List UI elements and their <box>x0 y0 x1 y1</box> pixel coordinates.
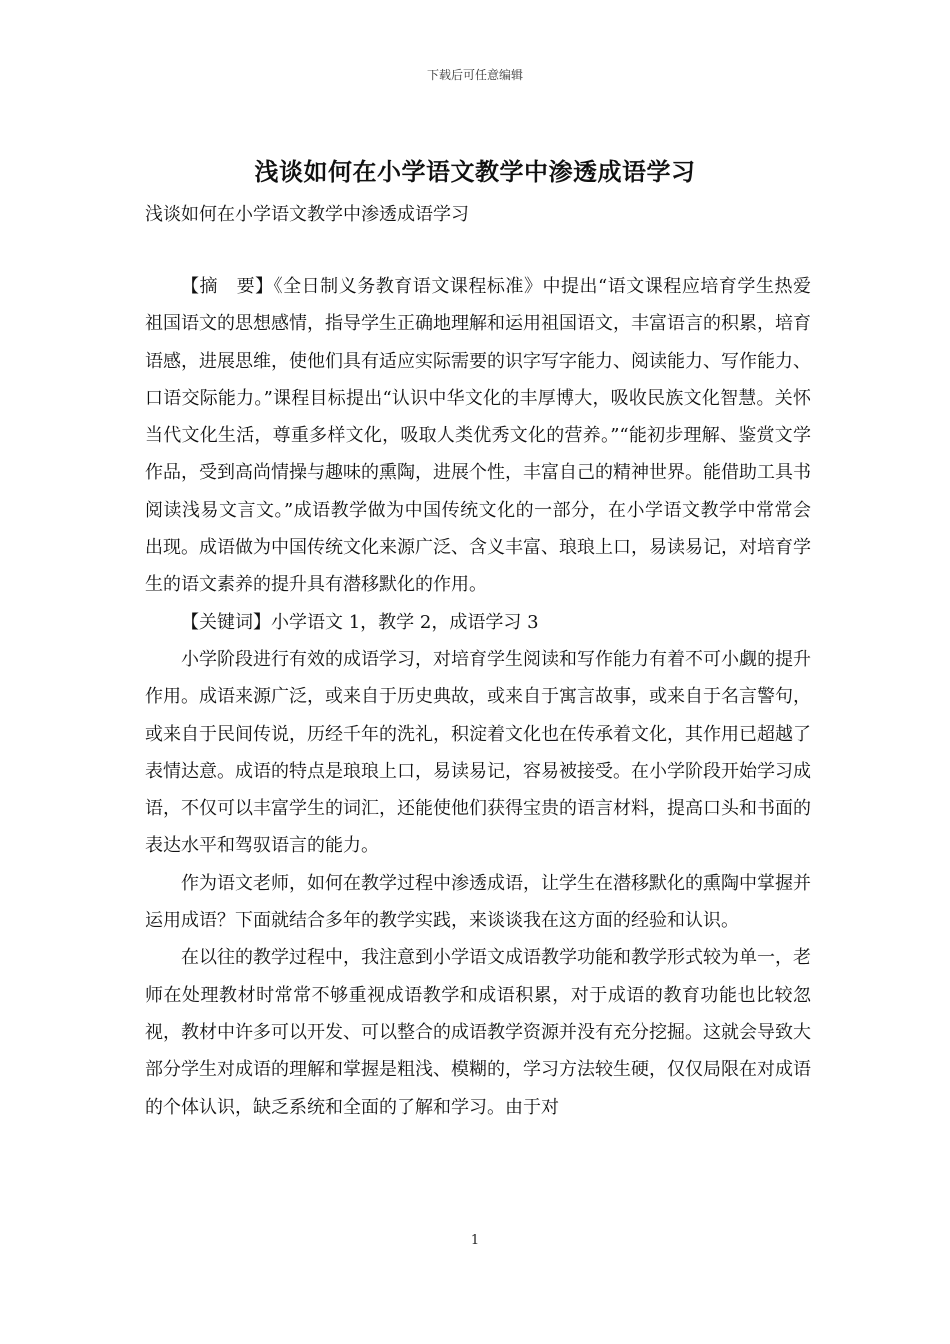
document-subtitle: 浅谈如何在小学语文教学中渗透成语学习 <box>145 204 469 225</box>
header-note: 下载后可任意编辑 <box>426 68 523 82</box>
keywords-paragraph: 【关键词】小学语文 1，教学 2，成语学习 3 <box>181 611 539 633</box>
body-paragraph: 作为语文老师，如何在教学过程中渗透成语，让学生在潜移默化的熏陶中掌握并运用成语？下面就结合多年的教学实践，来谈谈我在这方面的经验和认识。 <box>145 872 811 932</box>
abstract-paragraph: 【摘 要】《全日制义务教育语文课程标准》中提出“语文课程应培育学生热爱祖国语文的思想感情，指导学生正确地理解和运用祖国语文，丰富语言的积累，培育语感，进展思维，使他们具有适应实际需要的识字写字能力、阅读能力、写作能力、口语交际能力。”课程目标提出“认识中华文化的丰厚博大，吸收民族文化智慧。关怀当代文化生活，尊重多样文化，吸取人类优秀文化的营养。”“能初步理解、鉴赏文学作品，受到高尚情操与趣味的熏陶，进展个性，丰富自己的精神世界。能借助工具书阅读浅易文言文。”成语教学做为中国传统文化的一部分，在小学语文教学中常常会出现。成语做为中国传统文化来源广泛、含义丰富、琅琅上口，易读易记，对培育学生的语文素养的提升具有潜移默化的作用。 <box>145 276 811 596</box>
document-body <box>145 268 811 1126</box>
document-title: 浅谈如何在小学语文教学中渗透成语学习 <box>254 157 696 186</box>
page-number: 1 <box>470 1233 480 1248</box>
body-paragraph: 在以往的教学过程中，我注意到小学语文成语教学功能和教学形式较为单一，老师在处理教材时常常不够重视成语教学和成语积累，对于成语的教育功能也比较忽视，教材中许多可以开发、可以整合的成语教学资源并没有充分挖掘。这就会导致大部分学生对成语的理解和掌握是粗浅、模糊的，学习方法较生硬，仅仅局限在对成语的个体认识，缺乏系统和全面的了解和学习。由于对 <box>145 947 811 1118</box>
body-paragraph: 小学阶段进行有效的成语学习，对培育学生阅读和写作能力有着不可小觑的提升作用。成语来源广泛，或来自于历史典故，或来自于寓言故事，或来自于名言警句，或来自于民间传说，历经千年的洗礼，积淀着文化也在传承着文化，其作用已超越了表情达意。成语的特点是琅琅上口，易读易记，容易被接受。在小学阶段开始学习成语，不仅可以丰富学生的词汇，还能使他们获得宝贵的语言材料，提高口头和书面的表达水平和驾驭语言的能力。 <box>145 648 811 857</box>
